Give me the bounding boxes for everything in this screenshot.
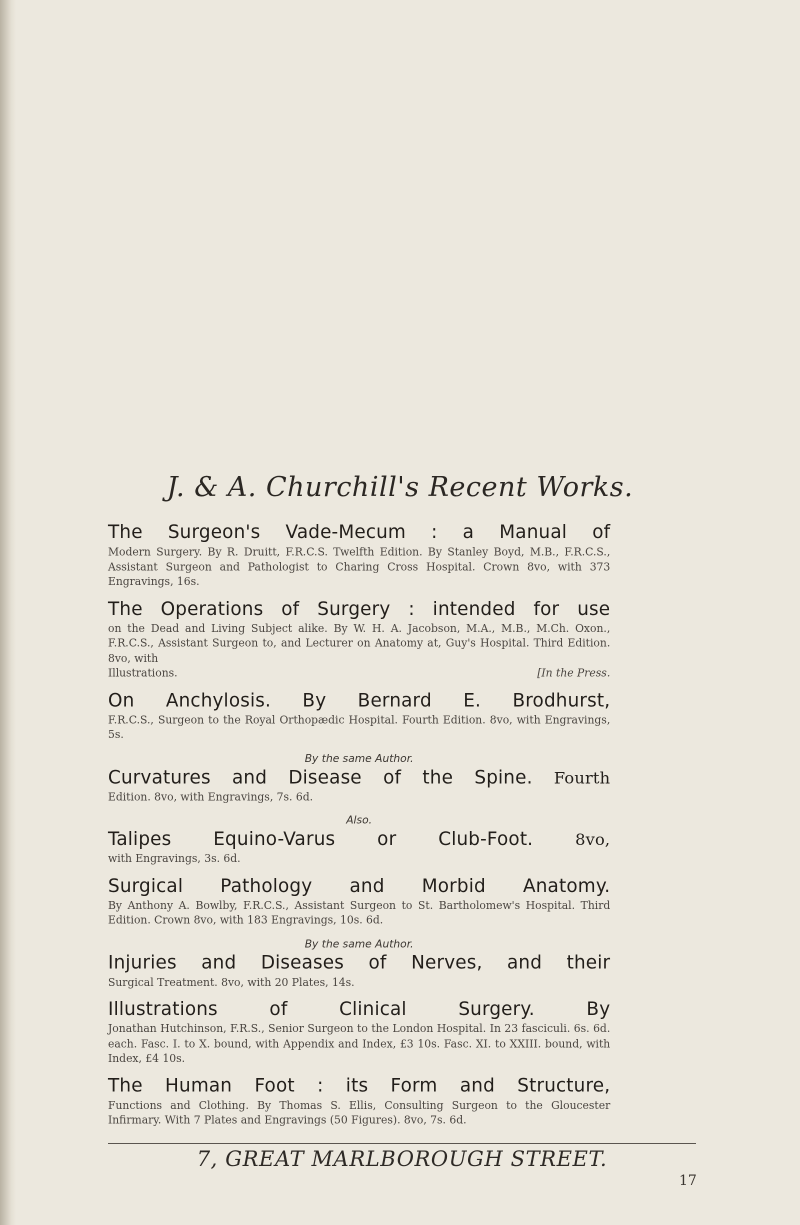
book-description: Modern Surgery. By R. Druitt, F.R.C.S. Twelfth Edition. By Stanley Boyd, M.B., F.R.C.S., Assistant Surgeon and Pathologist to Charing Cross Hospital. Crown 8vo, with 373 Engravings, 16s. [108, 545, 611, 588]
subheading: By the same Author. [304, 751, 414, 765]
list-item [108, 1075, 610, 1127]
book-title: The Operations of Surgery : intended for use [108, 598, 611, 620]
book-title-rest: 8vo, [575, 830, 611, 850]
book-description: F.R.C.S., Surgeon to the Royal Orthopædic Hospital. Fourth Edition. 8vo, with Engravings, 5s. [108, 712, 611, 741]
footer-divider [108, 1143, 696, 1144]
book-list [108, 522, 610, 1137]
list-item [108, 952, 610, 989]
page-edge-shadow [0, 0, 16, 1225]
book-title: Injuries and Diseases of Nerves, and their [108, 952, 611, 974]
page-number: 17 [679, 1173, 697, 1189]
book-title: Illustrations of Clinical Surgery. By [108, 998, 611, 1020]
book-description: Jonathan Hutchinson, F.R.S., Senior Surgeon to the London Hospital. In 23 fasciculi. 6s. 6d. each. Fasc. I. to X. bound, with Appendix and Index, £3 10s. Fasc. XI. to XXIII. bound, with Index, £4 10s. [108, 1021, 611, 1065]
book-title [108, 829, 610, 851]
list-item [108, 598, 610, 680]
book-title-rest: Fourth [553, 768, 611, 788]
book-title-main: Curvatures and Disease of the Spine. [108, 766, 533, 789]
list-item [108, 875, 610, 927]
book-description: Edition. 8vo, with Engravings, 7s. 6d. [108, 789, 314, 803]
running-head: J. & A. Churchill's Recent Works. [166, 472, 634, 503]
book-description-end: Illustrations. [108, 666, 178, 680]
book-title: Surgical Pathology and Morbid Anatomy. [108, 875, 611, 897]
book-title: The Human Foot : its Form and Structure, [108, 1075, 611, 1097]
publisher-address: 7, GREAT MARLBOROUGH STREET. [196, 1147, 608, 1171]
book-description: Functions and Clothing. By Thomas S. Ellis, Consulting Surgeon to the Gloucester Infirmary. With 7 Plates and Engravings (50 Figures). 8vo, 7s. 6d. [108, 1098, 611, 1126]
subheading: Also. [346, 813, 373, 827]
book-description: with Engravings, 3s. 6d. [108, 851, 241, 865]
book-description: By Anthony A. Bowlby, F.R.C.S., Assistant Surgeon to St. Bartholomew's Hospital. Third Edition. Crown 8vo, with 183 Engravings, 10s. 6d. [108, 898, 611, 927]
subheading: By the same Author. [304, 936, 414, 950]
book-title: The Surgeon's Vade-Mecum : a Manual of [108, 522, 611, 544]
list-item [108, 522, 610, 589]
list-item [108, 690, 610, 742]
book-description: Surgical Treatment. 8vo, with 20 Plates, 14s. [108, 975, 355, 988]
book-title [108, 767, 610, 789]
book-title-main: Talipes Equino-Varus or Club-Foot. [108, 828, 534, 850]
list-item [108, 829, 610, 866]
press-note: [In the Press. [537, 666, 611, 680]
list-item [108, 767, 610, 804]
press-line [108, 666, 610, 681]
book-title: On Anchylosis. By Bernard E. Brodhurst, [108, 689, 611, 712]
list-item [108, 999, 610, 1066]
book-description: on the Dead and Living Subject alike. By W. H. A. Jacobson, M.A., M.B., M.Ch. Oxon., F.R.C.S., Assistant Surgeon to, and Lecturer on Anatomy at, Guy's Hospital. Third Edition. 8vo, with [108, 621, 611, 665]
